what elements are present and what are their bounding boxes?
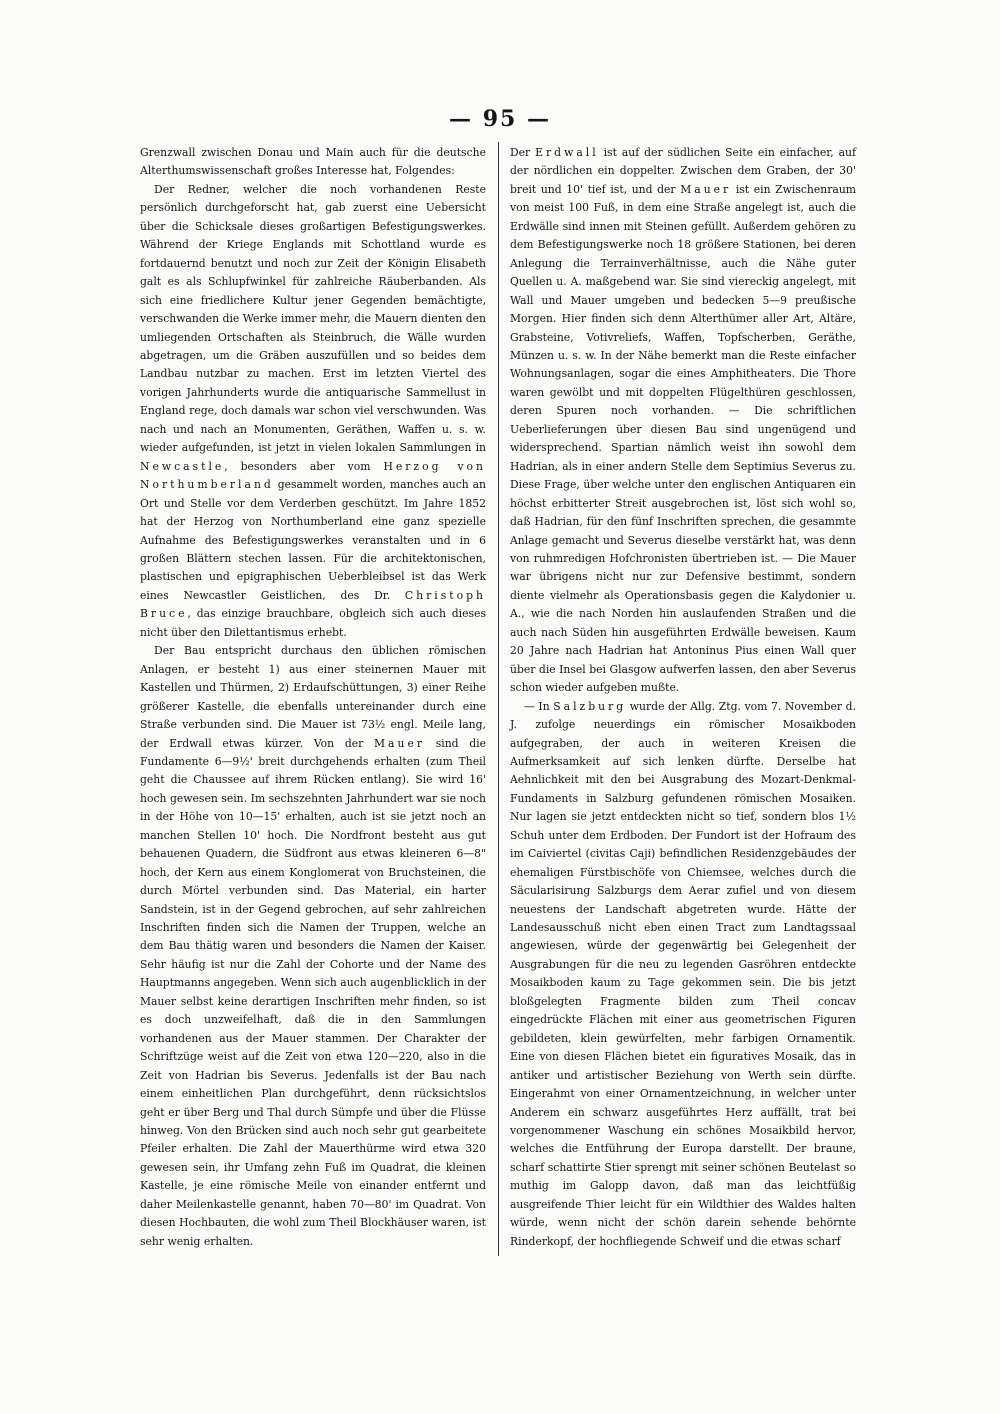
text-segment: ist ein Zwischenraum von meist 100 Fuß, in dem eine Straße angelegt ist, auch die Erdwälle sind innen mit Steinen gefüllt. Außerdem gehören zu dem Befestigungswerke noch 18 größere Stationen, bei deren Anlegung die Terrainverhältnisse, auch die Nähe guter Quellen u. A. maßgebend war. Sie sind viereckig angelegt, mit Wall und Mauer umgeben und bedecken 5—9 preußische Morgen. Hier finden sich denn Alterthümer aller Art, Altäre, Grabsteine, Votivreliefs, Waffen, Topfscherben, Geräthe, Münzen u. s. w. In der Nähe bemerkt man die Reste einfacher Wohnungsanlagen, sogar die eines Amphitheaters. Die Thore waren gewölbt und mit doppelten Flügelthüren geschlossen, deren Spuren noch vorhanden. — Die schriftlichen Ueberlieferungen über diesen Bau sind ungenügend und widersprechend. Spartian nämlich weist ihn sowohl dem Hadrian, als in einer andern Stelle dem Septimius Severus zu. Diese Frage, über welche unter den englischen Antiquaren ein höchst erbitterter Streit ausgebrochen ist, löst sich wohl so, daß Hadrian, für den fünf Inschriften sprechen, die gesammte Anlage gemacht und Severus dieselbe verstärkt hat, was denn von ruhmredigen Hofchronisten übertrieben ist. — Die Mauer war übrigens nicht nur zur Defensive bestimmt, sondern diente vielmehr als Operationsbasis gegen die Kalydonier u. A., wie die nach Norden hin auslaufenden Straßen und die auch nach Süden hin ausgeführten Erdwälle beweisen. Kaum 20 Jahre nach Hadrian hat Antoninus Pius einen Wall quer über die Insel bei Glasgow aufwerfen lassen, den aber Severus schon wieder aufgeben mußte.: [510, 182, 857, 695]
right-column: [510, 144, 856, 1251]
text-segment: sind die Fundamente 6—9½' breit durchgehends erhalten (zum Theil geht die Chaussee auf ihrem Rücken entlang). Sie wird 16' hoch gewesen sein. Im sechszehnten Jahrhundert war sie noch in der Höhe von 10—15' erhalten, auch ist sie jetzt noch an manchen Stellen 10' hoch. Die Nordfront besteht aus gut behauenen Quadern, die Südfront aus etwas kleineren 6—8" hoch, der Kern aus einem Konglomerat von Bruchsteinen, die durch Mörtel verbunden sind. Das Material, ein harter Sandstein, ist in der Gegend gebrochen, auf sehr zahlreichen Inschriften finden sich die Namen der Truppen, welche an dem Bau thätig waren und besonders die Namen der Kaiser. Sehr häufig ist nur die Zahl der Cohorte und der Name des Hauptmanns angegeben. Wenn sich auch augenblicklich in der Mauer selbst keine derartigen Inschriften mehr finden, so ist es doch unzweifelhaft, daß die in den Sammlungen vorhandenen aus der Mauer stammen. Der Charakter der Schriftzüge weist auf die Zeit von etwa 120—220, also in die Zeit von Hadrian bis Severus. Jedenfalls ist der Bau nach einem einheitlichen Plan durchgeführt, denn rücksichtslos geht er über Berg und Thal durch Sümpfe und über die Flüsse hinweg. Von den Brücken sind auch noch sehr gut gearbeitete Pfeiler erhalten. Die Zahl der Mauerthürme wird etwa 320 gewesen sein, ihr Umfang zehn Fuß im Quadrat, die kleinen Kastelle, je eine römische Meile von einander entfernt und daher Meilenkastelle genannt, haben 70—80' im Quadrat. Von diesen Hochbauten, die wohl zum Theil Blockhäuser waren, ist sehr wenig erhalten.: [140, 736, 487, 1248]
place-newcastle: Newcastle: [140, 459, 225, 473]
text-segment: Der: [510, 146, 531, 159]
text-segment: ist auf der südlichen Seite ein einfacher, auf der nördlichen ein doppelter. Zwischen dem Graben, der 30' breit und 10' tief ist, und der: [510, 146, 857, 196]
left-column: [140, 144, 486, 1251]
person-christoph-bruce: Christoph Bruce: [140, 588, 486, 621]
column-divider: [498, 142, 499, 1256]
text-segment: — In: [524, 699, 550, 713]
term-mauer: Mauer: [374, 736, 425, 750]
place-salzburg: Salzburg: [553, 699, 627, 713]
term-mauer: Mauer: [680, 182, 732, 196]
text-segment: , das einzige brauchbare, obgleich sich auch dieses nicht über den Dilettantismus erhebt.: [140, 607, 486, 639]
text-segment: Der Redner, welcher die noch vorhandenen Reste persönlich durchgeforscht hat, gab zuerst eine Uebersicht über die Schicksale dieses großartigen Befestigungswerkes. Während der Kriege Englands mit Schottland wurde es fortdauernd benutzt und noch zur Zeit der Königin Elisabeth galt es als Schlupfwinkel für zahlreiche Räuberbanden. Als sich eine friedlichere Kultur jener Gegenden bemächtigte, verschwanden die Werke immer mehr, die Mauern dienten den umliegenden Ortschaften als Steinbruch, die Wälle wurden abgetragen, um die Gräben auszufüllen und so beides dem Landbau nutzbar zu machen. Erst im letzten Viertel des vorigen Jahrhunderts wurde die antiquarische Sammellust in England rege, doch damals war schon viel verschwunden. Was nach und nach an Monumenten, Geräthen, Waffen u. s. w. wieder aufgefunden, ist jetzt in vielen lokalen Sammlungen in: [140, 182, 486, 455]
text-segment: , besonders aber vom: [224, 459, 371, 473]
paragraph-construction: [140, 642, 486, 1251]
paragraph-intro-end: Grenzwall zwischen Donau und Main auch für die deutsche Alterthumswissenschaft großes Interesse hat, Folgendes:: [140, 146, 486, 178]
paragraph-history: [140, 181, 486, 642]
term-erdwall: Erdwall: [535, 146, 599, 159]
page-number: — 95 —: [449, 106, 551, 132]
paragraph-salzburg: [510, 698, 856, 1252]
text-segment: gesammelt worden, manches auch an Ort und Stelle vor dem Verderben geschützt. Im Jahre 1852 hat der Herzog von Northumberland eine ganz spezielle Aufnahme des Befestigungswerkes veranstalten und in 6 großen Blättern stechen lassen. Für die architektonischen, plastischen und epigraphischen Ueberbleibsel ist das Werk eines Newcastler Geistlichen, des Dr.: [140, 478, 486, 602]
text-segment: Der Bau entspricht durchaus den üblichen römischen Anlagen, er besteht 1) aus einer steinernen Mauer mit Kastellen und Thürmen, 2) Erdaufschüttungen, 3) einer Reihe größerer Kastelle, die ebenfalls untereinander durch eine Straße verbunden sind. Die Mauer ist 73½ engl. Meile lang, der Erdwall etwas kürzer. Von der: [140, 644, 486, 750]
paragraph-earthwork: [510, 144, 856, 698]
person-duke-northumberland: Herzog von Northumberland: [140, 459, 486, 492]
text-segment: wurde der Allg. Ztg. vom 7. November d. J. zufolge neuerdings ein römischer Mosaikboden aufgegraben, der auch in weiteren Kreisen die Aufmerksamkeit auf sich lenken dürfte. Derselbe hat Aehnlichkeit mit den bei Ausgrabung des Mozart-Denkmal-Fundaments in Salzburg gefundenen römischen Mosaiken. Nur lagen sie jetzt entdeckten nicht so tief, sondern blos 1½ Schuh unter dem Erdboden. Der Fundort ist der Hofraum des im Caiviertel (civitas Caji) befindlichen Residenzgebäudes der ehemaligen Fürstbischöfe von Chiemsee, welches durch die Säcularisirung Salzburgs dem Aerar zufiel und von diesem neuestens der Landschaft abgetreten wurde. Hätte der Landesausschuß nicht eben einen Tract zum Landtagssaal angewiesen, würde der gegenwärtig bei Gelegenheit der Ausgrabungen für die neu zu legenden Gasröhren entdeckte Mosaikboden kaum zu Tage gekommen sein. Die bis jetzt bloßgelegten Fragmente bilden zum Theil concav eingedrückte Flächen mit einer aus geometrischen Figuren gebildeten, klein gewürfelten, mehr farbigen Ornamentik. Eine von diesen Flächen bietet ein figuratives Mosaik, das in antiker und artistischer Beziehung von Werth sein dürfte. Eingerahmt von einer Ornamentzeichnung, in welcher unter Anderem ein schwarz ausgeführtes Herz auffällt, trat bei vorgenommener Waschung ein schönes Mosaikbild hervor, welches die Entführung der Europa darstellt. Der braune, scharf schattirte Stier sprengt mit seiner schönen Beutelast so muthig im Galopp davon, daß man das leichtfüßig ausgreifende Thier leicht für ein Wildthier des Waldes halten würde, wenn nicht der schön darein sehende behörnte Rinderkopf, der hochfliegende Schweif und die etwas scharf: [510, 699, 856, 1248]
